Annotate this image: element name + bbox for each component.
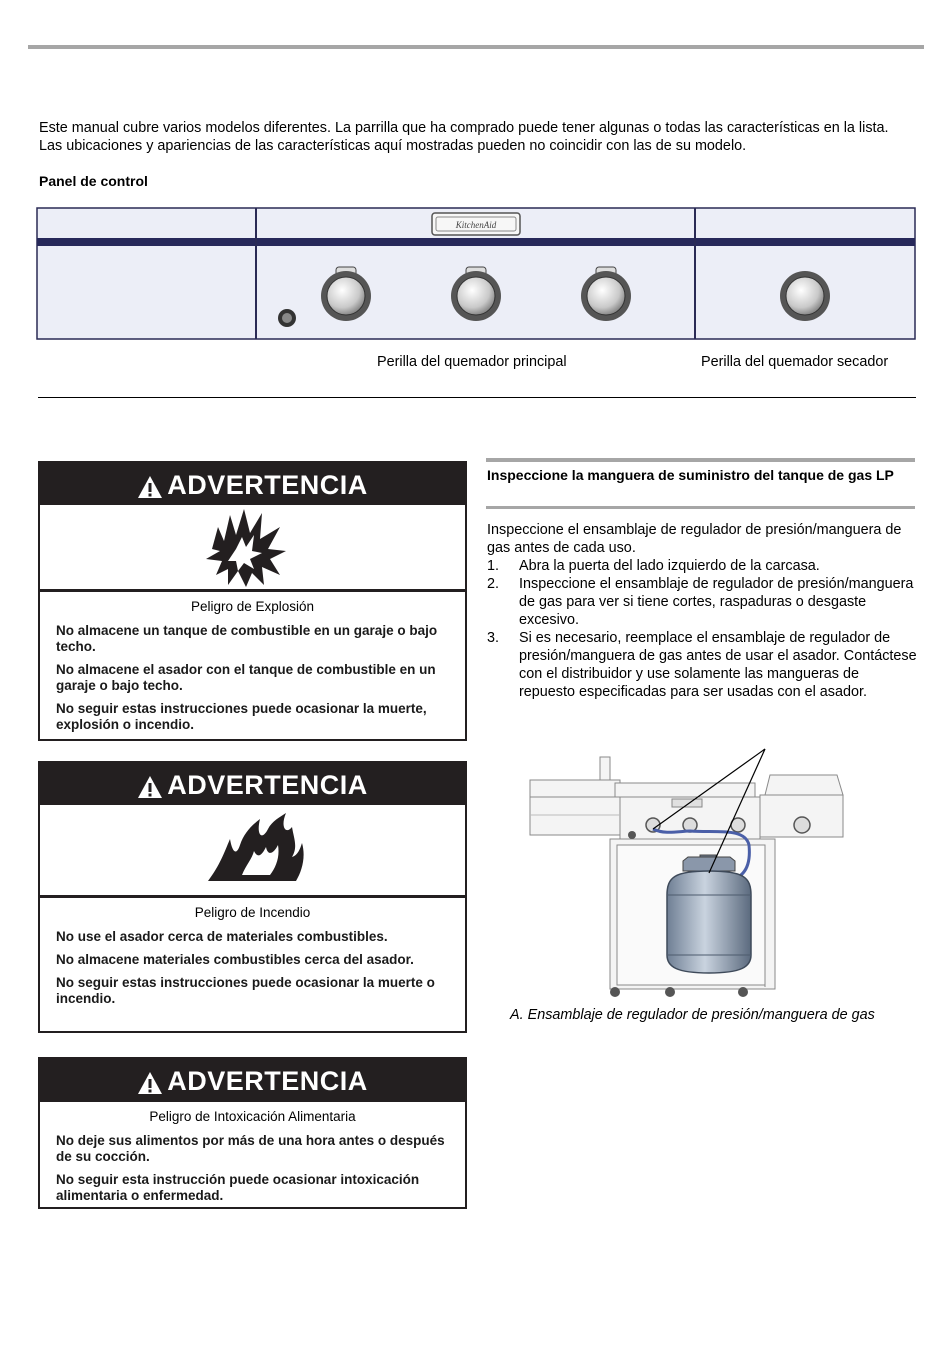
warning-line: No seguir estas instrucciones puede ocasionar la muerte, explosión o incendio.: [56, 701, 427, 732]
warning-line: No seguir esta instrucción puede ocasionar intoxicación alimentaria o enfermedad.: [56, 1172, 420, 1203]
inspection-body: [487, 521, 917, 701]
warning-line: No almacene un tanque de combustible en un garaje o bajo techo.: [56, 623, 438, 654]
warning-triangle-icon: [137, 775, 163, 799]
warning-line: No almacene el asador con el tanque de combustible en un garaje o bajo techo.: [56, 662, 436, 693]
step-item: 2. Inspeccione el ensamblaje de regulador de presión/manguera de gas para ver si tiene cortes, raspaduras o desgaste excesivo.: [487, 576, 914, 628]
section-divider: [38, 397, 916, 398]
warning-triangle-icon: [137, 475, 163, 499]
caption-sear-burner-knob: Perilla del quemador secador: [701, 354, 889, 370]
warning-header: ADVERTENCIA: [40, 463, 465, 505]
figure-caption: A. Ensamblaje de regulador de presión/manguera de gas: [510, 1007, 875, 1023]
warning-title: Peligro de Intoxicación Alimentaria: [149, 1109, 356, 1124]
grill-lp-tank-illustration: [525, 745, 870, 1005]
inspection-heading: Inspeccione la manguera de suministro del tanque de gas LP: [487, 467, 894, 483]
warning-title: Peligro de Incendio: [194, 905, 311, 920]
top-rule: [28, 45, 924, 49]
section-rule-top: [486, 458, 915, 462]
warning-fire: [38, 761, 467, 1033]
warning-line: No seguir estas instrucciones puede ocasionar la muerte o incendio.: [56, 975, 435, 1006]
inspection-intro: Inspeccione el ensamblaje de regulador de presión/manguera de gas antes de cada uso.: [487, 522, 902, 556]
fire-icon: [40, 805, 465, 898]
sear-burner-knob: [780, 271, 830, 321]
warning-triangle-icon: [137, 1071, 163, 1095]
step-item: 1. Abra la puerta del lado izquierdo de la carcasa.: [487, 558, 820, 574]
caption-main-burner-knob: Perilla del quemador principal: [377, 354, 567, 370]
warning-line: No almacene materiales combustibles cerca del asador.: [56, 952, 414, 967]
warning-header: ADVERTENCIA: [40, 1059, 465, 1101]
explosion-icon: [40, 505, 465, 592]
warning-line: No use el asador cerca de materiales combustibles.: [56, 929, 388, 944]
control-panel-heading: Panel de control: [39, 173, 148, 189]
intro-paragraph: Este manual cubre varios modelos diferentes. La parrilla que ha comprado puede tener algunas o todas las características en la lista. Las ubicaciones y apariencias de las características aquí mostradas pueden no coincidir con las de su modelo.: [39, 120, 889, 154]
brand-logo: KitchenAid: [455, 220, 497, 230]
section-rule-bottom: [486, 506, 915, 509]
warning-title: Peligro de Explosión: [190, 599, 315, 614]
control-panel-illustration: [36, 207, 916, 342]
step-item: 3. Si es necesario, reemplace el ensamblaje de regulador de presión/manguera de gas antes de usar el asador. Contáctese con el distribuidor y use solamente las mangueras de repuesto especificadas para ser usadas con el asador.: [487, 630, 917, 700]
warning-line: No deje sus alimentos por más de una hora antes o después de su cocción.: [56, 1133, 445, 1164]
warning-food-poisoning: [38, 1057, 467, 1209]
warning-explosion: [38, 461, 467, 741]
warning-header: ADVERTENCIA: [40, 763, 465, 805]
